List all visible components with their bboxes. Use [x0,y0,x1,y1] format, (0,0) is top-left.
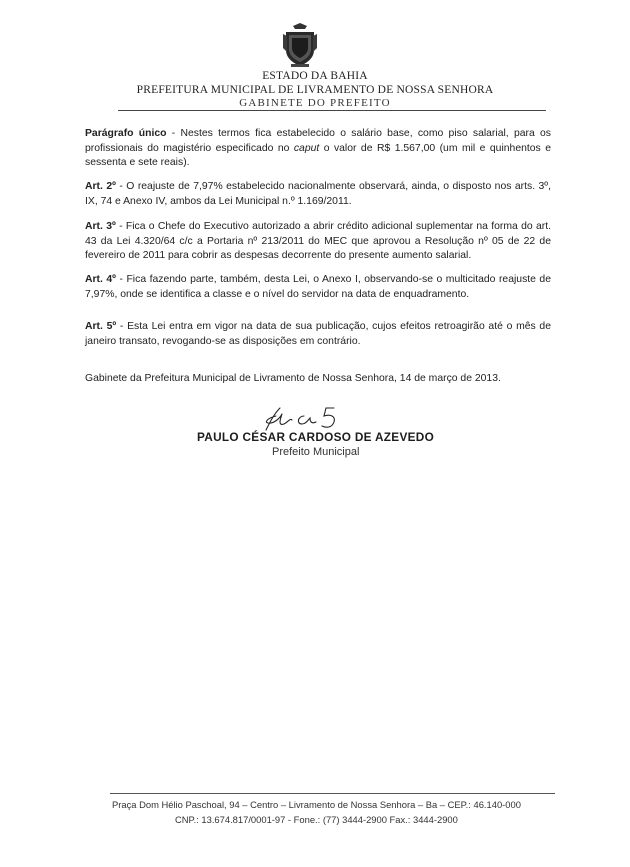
article-3 [85,220,551,264]
article-text: - Fica fazendo parte, também, desta Lei, o Anexo I, observando-se o multicitado reajuste de 7,97%, onde se identifica a classe e o nível do servidor na data de enquadramento. [85,274,551,300]
paragraph-label: Parágrafo único [85,128,167,139]
office-heading: GABINETE DO PREFEITO [239,97,391,109]
article-label: Art. 5º [85,321,117,332]
paragraph-unico [85,127,551,171]
paragraph-text-end: o valor de R$ 1.567,00 (um mil e quinhentos e sessenta e sete reais). [85,142,551,169]
article-text: - Esta Lei entra em vigor na data de sua publicação, cujos efeitos retroagirão até o mês de janeiro transato, revogando-se as disposições em contrário. [85,321,551,347]
article-4 [85,273,551,302]
footer-divider [110,793,555,794]
coat-of-arms-icon [281,22,319,68]
signer-role: Prefeito Municipal [272,446,360,458]
article-label: Art. 4º [85,274,116,285]
footer-address: Praça Dom Hélio Paschoal, 94 – Centro – Livramento de Nossa Senhora – Ba – CEP.: 46.140-000 [112,799,521,810]
article-text: - Fica o Chefe do Executivo autorizado a abrir crédito adicional suplementar na forma do art. 43 da Lei 4.320/64 c/c a Portaria nº 213/2011 do MEC que aprovou a Resolução nº 05 de 22 de fevereiro de 2011 para cobrir as despesas decorrente do presente aumento salarial. [85,221,551,262]
city-hall-heading: PREFEITURA MUNICIPAL DE LIVRAMENTO DE NOSSA SENHORA [136,84,494,96]
article-label: Art. 2º [85,181,116,192]
article-2 [85,180,551,209]
closing-line: Gabinete da Prefeitura Municipal de Livramento de Nossa Senhora, 14 de março de 2013. [85,373,501,384]
footer-contact: CNP.: 13.674.817/0001-97 - Fone.: (77) 3444-2900 Fax.: 3444-2900 [175,814,458,825]
state-heading: ESTADO DA BAHIA [262,70,368,82]
signer-name: PAULO CÉSAR CARDOSO DE AZEVEDO [197,430,435,444]
paragraph-text: - Nestes termos fica estabelecido o salário base, como piso salarial, para os profissionais do magistério especificado no [85,128,551,154]
paragraph-emphasis: caput [293,142,320,154]
article-5 [85,320,551,349]
header-divider [118,110,546,111]
article-text: - O reajuste de 7,97% estabelecido nacionalmente observará, ainda, o disposto nos arts. 3º, IX, 74 e Anexo IV, ambos da Lei Municipal n.º 1.169/2011. [85,181,551,207]
article-label: Art. 3º [85,221,116,232]
